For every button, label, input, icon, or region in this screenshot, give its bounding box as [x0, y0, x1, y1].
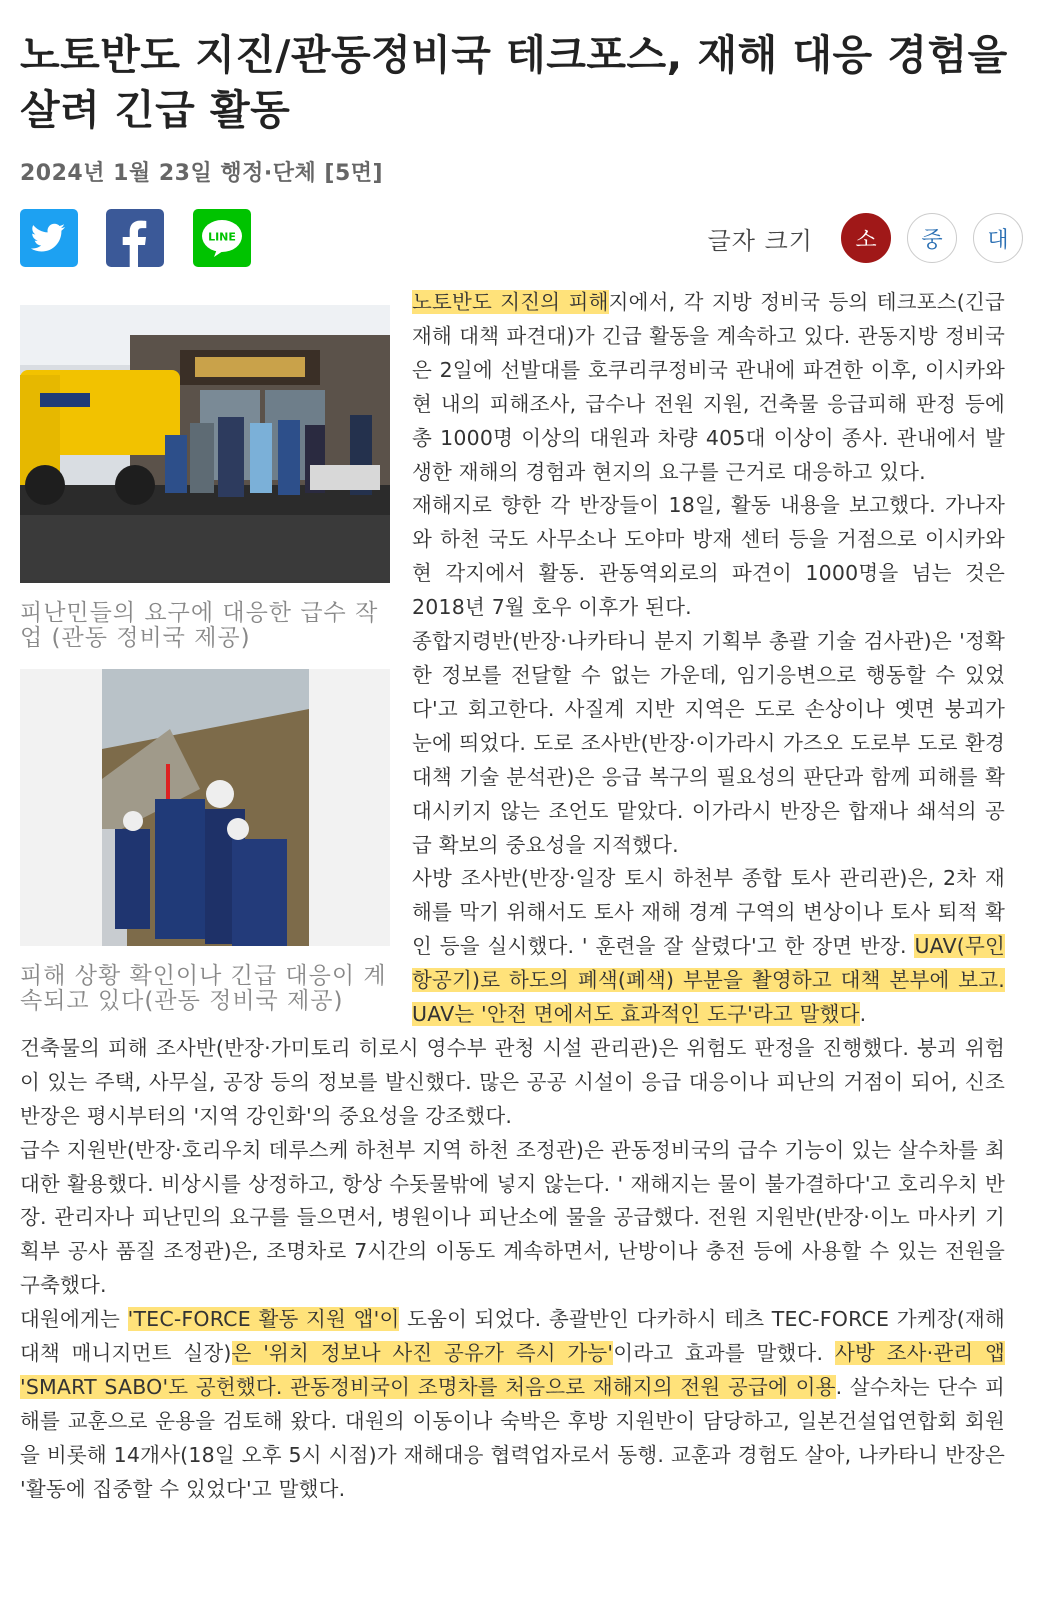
paragraph-text: . 살수차는 단수 피해를 교훈으로 운용을 검토해 왔다. 대원의 이동이나 숙박은 후방 지원반이 담당하고, 일본건설업연합회 회원을 비롯해 14개사(18일 오후 5시 시점)가 재해대응 협력업자로서 동행. 교훈과 경험도 살아, 나카타니 반장은 '활동에 집중할 수 있었다'고 말했다. — [20, 1375, 1005, 1501]
article-headline: 노토반도 지진/관동정비국 테크포스, 재해 대응 경험을 살려 긴급 활동 — [20, 31, 1008, 134]
font-size-large-button[interactable]: 대 — [973, 213, 1023, 263]
facebook-share-button[interactable] — [106, 209, 164, 267]
highlight: UAV(무인 항공기)로 하도의 폐색(폐색) 부분을 촬영하고 대책 본부에 보고. UAV는 '안전 면에서도 효과적인 도구'라고 말했다 — [412, 934, 1005, 1027]
paragraph-text: . — [859, 1002, 867, 1027]
highlight: 'TEC-FORCE 활동 지원 앱'이 — [127, 1307, 400, 1332]
paragraph-text: 대원에게는 — [20, 1307, 128, 1332]
twitter-share-button[interactable] — [20, 209, 78, 267]
water-supply-illustration — [20, 305, 390, 583]
article-paragraph: 재해지로 향한 각 반장들이 18일, 활동 내용을 보고했다. 가나자와 하천 국도 사무소나 도야마 방재 센터 등을 거점으로 이시카와현 각지에서 활동. 관동역외로의 파견이 1000명을 넘는 것은 2018년 7월 호우 이후가 된다. — [412, 493, 1005, 620]
twitter-icon — [20, 209, 78, 267]
damage-survey-photo — [20, 669, 390, 946]
facebook-icon — [106, 209, 164, 267]
article-paragraph: 건축물의 피해 조사반(반장·가미토리 히로시 영수부 관청 시설 관리관)은 위험도 판정을 진행했다. 붕괴 위험이 있는 주택, 사무실, 공장 등의 정보를 발신했다. 많은 공공 시설이 응급 대응이나 피난의 거점이 되어, 신조 반장은 평시부터의 '지역 강인화'의 중요성을 강조했다. — [20, 1035, 1005, 1128]
paragraph-text: 도움이 되었다. 총괄반인 다카하시 테츠 TEC-FORCE 가케장(재해 대책 매니지먼트 실장) — [20, 1307, 1005, 1366]
paragraph-text: 사방 조사반(반장·일장 토시 하천부 종합 토사 관리관)은, 2차 재해를 막기 위해서도 토사 재해 경계 구역의 변상이나 토사 퇴적 확인 등을 실시했다. ' 훈련을 잘 살렸다'고 한 장면 반장. — [412, 866, 1005, 959]
line-icon — [193, 209, 251, 267]
font-size-small-button[interactable]: 소 — [841, 213, 891, 263]
highlight: 사방 조사·관리 앱 'SMART SABO'도 공헌했다. 관동정비국이 조명차를 처음으로 재해지의 전원 공급에 이용 — [20, 1341, 1005, 1399]
water-supply-photo — [20, 305, 390, 583]
article-meta: 2024년 1월 23일 행정·단체 [5면] — [20, 161, 384, 186]
article-paragraph: 급수 지원반(반장·호리우치 데루스케 하천부 지역 하천 조정관)은 관동정비국의 급수 기능이 있는 살수차를 최대한 활용했다. 비상시를 상정하고, 항상 수돗물밖에 넣지 않는다. ' 재해지는 물이 불가결하다'고 호리우치 반장. 관리자나 피난민의 요구를 들으면서, 병원이나 피난소에 물을 공급했다. 전원 지원반(반장·이노 마사키 기획부 공사 품질 조정관)은, 조명차로 7시간의 이동도 계속하면서, 난방이나 충전 등에 사용할 수 있는 전원을 구축했다. — [20, 1137, 1005, 1298]
figure-caption: 피난민들의 요구에 대응한 급수 작업 (관동 정비국 제공) — [20, 600, 379, 651]
font-size-medium-button[interactable]: 중 — [907, 213, 957, 263]
font-size-label: 글자 크기 — [707, 226, 813, 255]
line-icon-label: LINE — [208, 230, 236, 244]
paragraph-text: 이라고 효과를 말했다. — [613, 1341, 835, 1366]
paragraph-text: 지에서, 각 지방 정비국 등의 테크포스(긴급 재해 대책 파견대)가 긴급 활동을 계속하고 있다. 관동지방 정비국은 2일에 선발대를 호쿠리쿠정비국 관내에 파견한 이후, 이시카와현 내의 피해조사, 급수나 전원 지원, 건축물 응급피해 판정 등에 총 1000명 이상의 대원과 차량 405대 이상이 종사. 관내에서 발생한 재해의 경험과 현지의 요구를 근거로 대응하고 있다. — [412, 290, 1006, 484]
article-paragraph: 종합지령반(반장·나카타니 분지 기획부 총괄 기술 검사관)은 '정확한 정보를 전달할 수 없는 가운데, 임기응변으로 행동할 수 있었다'고 회고한다. 사질계 지반 지역은 도로 손상이나 옛면 붕괴가 눈에 띄었다. 도로 조사반(반장·이가라시 가즈오 도로부 도로 환경 대책 기술 분석관)은 응급 복구의 필요성의 판단과 함께 피해를 확대시키지 않는 조언도 맡았다. 이가라시 반장은 합재나 쇄석의 공급 확보의 중요성을 지적했다. — [412, 629, 1005, 857]
share-toolbar — [20, 209, 1023, 271]
article-paragraph — [20, 1303, 1005, 1506]
figure-caption: 피해 상황 확인이나 긴급 대응이 계속되고 있다(관동 정비국 제공) — [20, 963, 387, 1014]
line-share-button[interactable] — [193, 209, 251, 267]
article-figures — [20, 305, 390, 1014]
font-size-control — [708, 209, 1023, 267]
highlight: 은 '위치 정보나 사진 공유가 즉시 가능' — [231, 1341, 614, 1366]
highlight: 노토반도 지진의 피해 — [412, 290, 609, 314]
damage-survey-illustration — [20, 669, 390, 946]
